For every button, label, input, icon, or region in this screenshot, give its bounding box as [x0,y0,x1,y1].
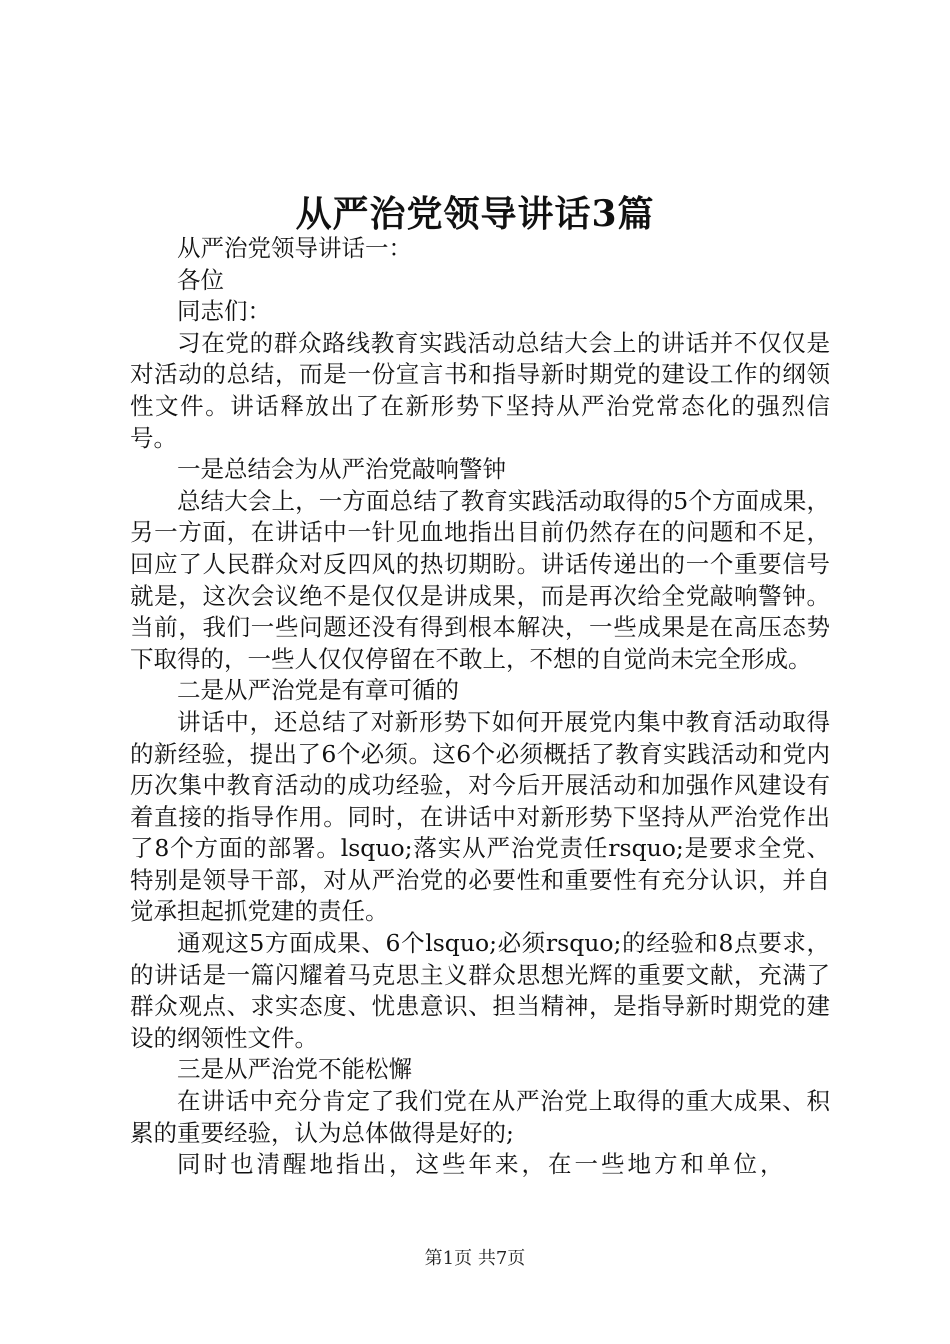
paragraph: 在讲话中充分肯定了我们党在从严治党上取得的重大成果、积累的重要经验，认为总体做得是好的; [130,1087,830,1147]
paragraph: 同时也清醒地指出，这些年来，在一些地方和单位， [177,1150,787,1179]
document-body [130,233,830,1181]
section-heading: 三是从严治党不能松懈 [177,1055,412,1084]
paragraph: 习在党的群众路线教育实践活动总结大会上的讲话并不仅仅是对活动的总结，而是一份宣言书和指导新时期党的建设工作的纲领性文件。讲话释放出了在新形势下坚持从严治党常态化的强烈信号。 [130,328,830,452]
document-title: 从严治党领导讲话3篇 [295,193,655,235]
paragraph: 通观这5方面成果、6个lsquo;必须rsquo;的经验和8点要求，的讲话是一篇闪耀着马克思主义群众思想光辉的重要文献，充满了群众观点、求实态度、忧患意识、担当精神，是指导新时期党的建设的纲领性文件。 [130,929,830,1052]
paragraph: 各位 [177,265,224,294]
paragraph: 总结大会上，一方面总结了教育实践活动取得的5个方面成果，另一方面，在讲话中一针见血地指出目前仍然存在的问题和不足，回应了人民群众对反四风的热切期盼。讲话传递出的一个重要信号就是，这次会议绝不是仅仅是讲成果，而是再次给全党敲响警钟。当前，我们一些问题还没有得到根本解决，一些成果是在高压态势下取得的，一些人仅仅停留在不敢上，不想的自觉尚未完全形成。 [130,486,830,673]
paragraph: 讲话中，还总结了对新形势下如何开展党内集中教育活动取得的新经验，提出了6个必须。这6个必须概括了教育实践活动和党内历次集中教育活动的成功经验，对今后开展活动和加强作风建设有着直接的指导作用。同时，在讲话中对新形势下坚持从严治党作出了8个方面的部署。lsquo;落实从严治党责任rsquo;是要求全党、特别是领导干部，对从严治党的必要性和重要性有充分认识，并自觉承担起抓党建的责任。 [130,707,830,926]
paragraph: 从严治党领导讲话一： [177,234,412,262]
page-footer: 第1页 共7页 [424,1248,526,1269]
section-heading: 一是总结会为从严治党敲响警钟 [177,455,506,484]
paragraph: 同志们： [177,297,271,326]
section-heading: 二是从严治党是有章可循的 [177,676,459,705]
